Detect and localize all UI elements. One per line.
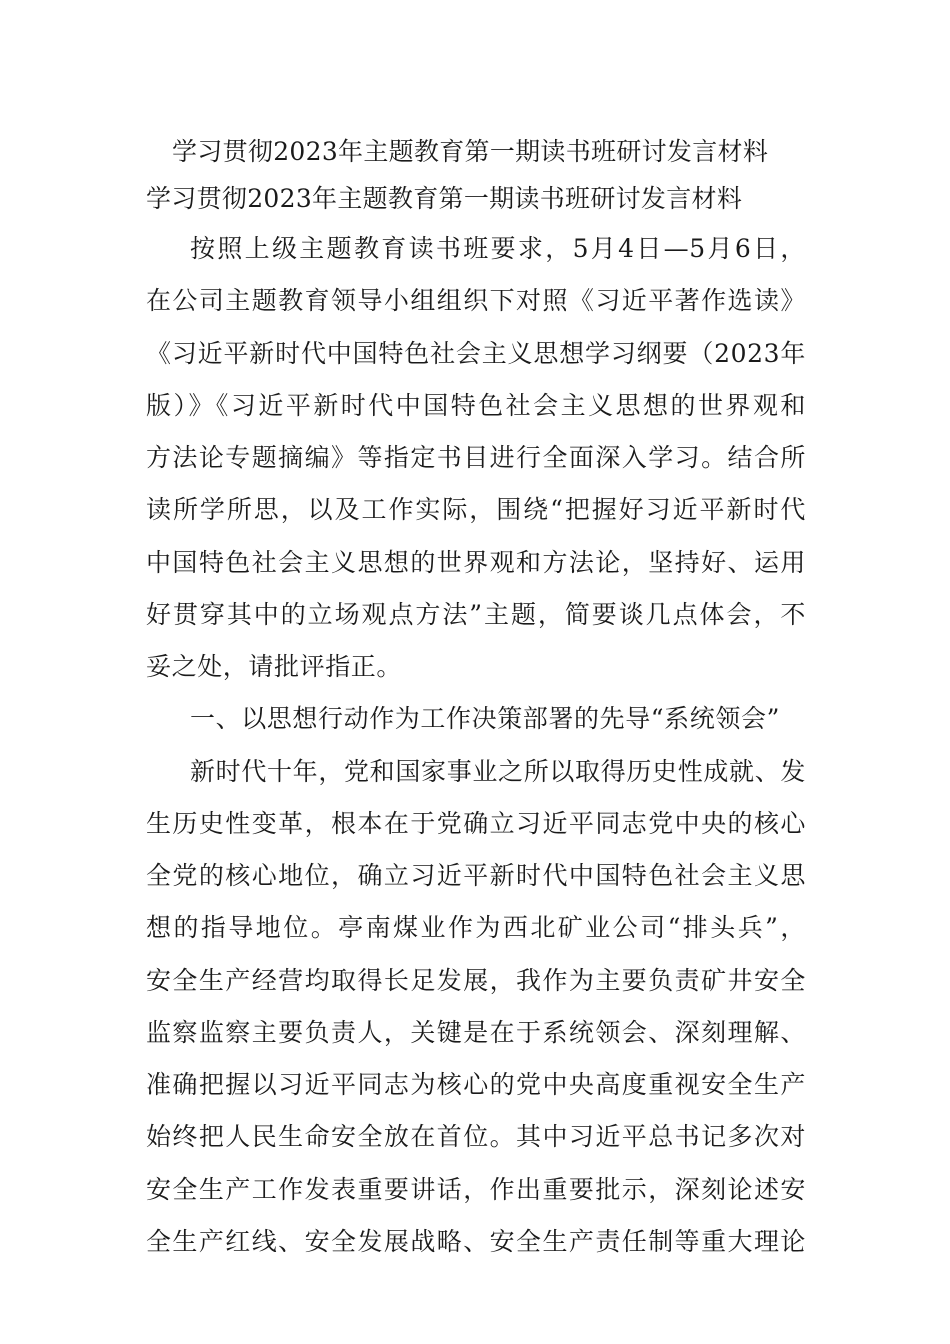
intro-line: 中国特色社会主义思想的世界观和方法论，坚持好、运用: [146, 548, 806, 577]
body-line: 新时代十年，党和国家事业之所以取得历史性成就、发: [190, 757, 806, 786]
body-line: 准确把握以习近平同志为核心的党中央高度重视安全生产: [146, 1070, 806, 1099]
body-line: 全党的核心地位，确立习近平新时代中国特色社会主义思: [146, 861, 806, 890]
intro-line: 在公司主题教育领导小组组织下对照《习近平著作选读》: [146, 286, 806, 315]
body-line: 监察监察主要负责人，关键是在于系统领会、深刻理解、: [146, 1018, 806, 1047]
body-line: 生历史性变革，根本在于党确立习近平同志党中央的核心: [146, 809, 806, 838]
intro-line: 按照上级主题教育读书班要求，5月4日—5月6日，: [190, 234, 806, 263]
intro-line: 读所学所思，以及工作实际，围绕“把握好习近平新时代: [146, 495, 806, 524]
intro-line: 《习近平新时代中国特色社会主义思想学习纲要（2023年: [146, 339, 806, 368]
intro-line: 方法论专题摘编》等指定书目进行全面深入学习。结合所: [146, 443, 806, 472]
body-line: 安全生产经营均取得长足发展，我作为主要负责矿井安全: [146, 966, 806, 995]
body-line: 想的指导地位。亭南煤业作为西北矿业公司“排头兵”，: [146, 913, 806, 942]
intro-line: 好贯穿其中的立场观点方法”主题，简要谈几点体会，不: [146, 600, 806, 629]
body-line: 始终把人民生命安全放在首位。其中习近平总书记多次对: [146, 1122, 806, 1151]
document-subtitle: 学习贯彻2023年主题教育第一期读书班研讨发言材料: [146, 184, 743, 213]
intro-line: 妥之处，请批评指正。: [146, 652, 403, 681]
body-line: 安全生产工作发表重要讲话，作出重要批示，深刻论述安: [146, 1175, 806, 1204]
intro-line: 版）》《习近平新时代中国特色社会主义思想的世界观和: [146, 391, 806, 420]
document-title: 学习贯彻2023年主题教育第一期读书班研讨发言材料: [172, 137, 769, 166]
body-line: 全生产红线、安全发展战略、安全生产责任制等重大理论: [146, 1227, 806, 1256]
section-heading: 一、以思想行动作为工作决策部署的先导“系统领会”: [190, 704, 780, 733]
